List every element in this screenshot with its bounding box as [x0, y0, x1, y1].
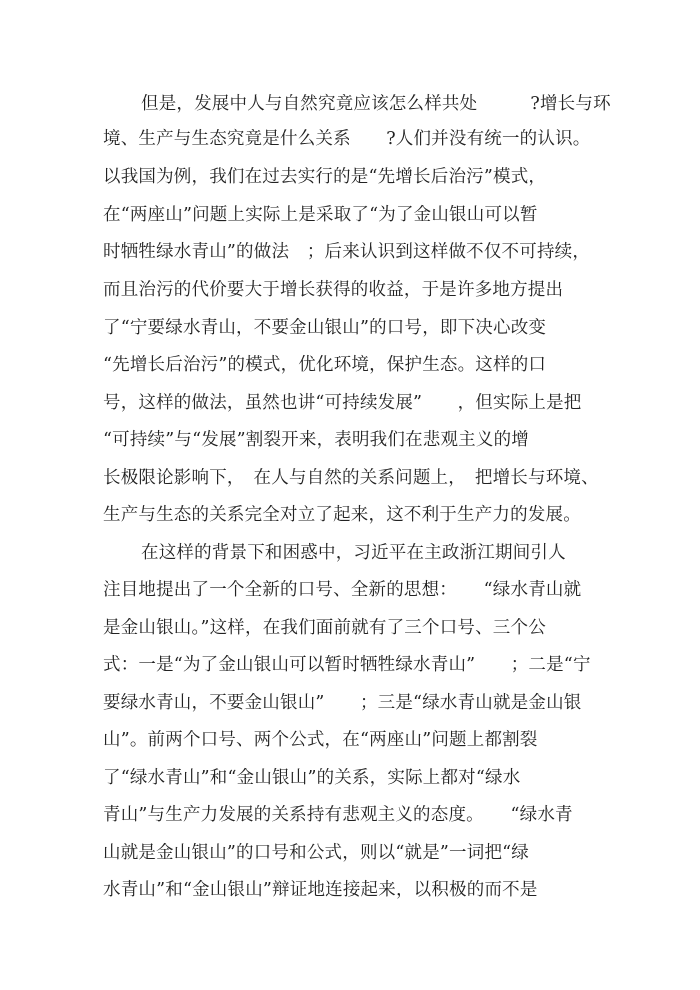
text-line: 水青山”和“金山银山”辩证地连接起来，以积极的而不是 — [103, 880, 538, 900]
text-line: “先增长后治污”的模式，优化环境，保护生态。这样的口 — [103, 355, 547, 375]
text-line: 了“绿水青山”和“金山银山”的关系，实际上都对“绿水 — [103, 768, 521, 788]
text-line: 时牺牲绿水青山”的做法 ；后来认识到这样做不仅不可持续， — [103, 242, 591, 262]
text-line: 以我国为例，我们在过去实行的是“先增长后治污”模式， — [103, 167, 547, 187]
text-line: 长极限论影响下， 在人与自然的关系问题上， 把增长与环境、 — [103, 468, 599, 488]
text-line: 山就是金山银山”的口号和公式，则以“就是”一词把“绿 — [103, 843, 529, 863]
text-line: 山”。前两个口号、两个公式，在“两座山”问题上都割裂 — [103, 730, 538, 750]
text-line: 了“宁要绿水青山，不要金山银山”的口号，即下决心改变 — [103, 318, 547, 338]
text-line: 生产与生态的关系完全对立了起来，这不利于生产力的发展。 — [103, 505, 581, 525]
text-line: 号，这样的做法，虽然也讲“可持续发展” ，但实际上是把 — [103, 393, 582, 413]
text-line: 而且治污的代价要大于增长获得的收益，于是许多地方提出 — [103, 280, 564, 300]
text-line: 注目地提出了一个全新的口号、全新的思想： “绿水青山就 — [103, 580, 582, 600]
text-line: 在“两座山”问题上实际上是采取了“为了金山银山可以暂 — [103, 205, 538, 225]
text-line: 在这样的背景下和困惑中，习近平在主政浙江期间引人 — [141, 543, 566, 563]
text-line: 但是，发展中人与自然究竟应该怎么样共处 ?增长与环 — [141, 94, 611, 114]
text-line: 要绿水青山，不要金山银山” ；三是“绿水青山就是金山银 — [103, 693, 582, 713]
text-line: 境、生产与生态究竟是什么关系 ?人们并没有统一的认识。 — [103, 129, 591, 149]
text-line: 是金山银山。”这样，在我们面前就有了三个口号、三个公 — [103, 618, 546, 638]
text-line: 式：一是“为了金山银山可以暂时牺牲绿水青山” ；二是“宁 — [103, 655, 591, 675]
text-line: “可持续”与“发展”割裂开来，表明我们在悲观主义的增 — [103, 430, 529, 450]
text-line: 青山”与生产力发展的关系持有悲观主义的态度。 “绿水青 — [103, 805, 573, 825]
